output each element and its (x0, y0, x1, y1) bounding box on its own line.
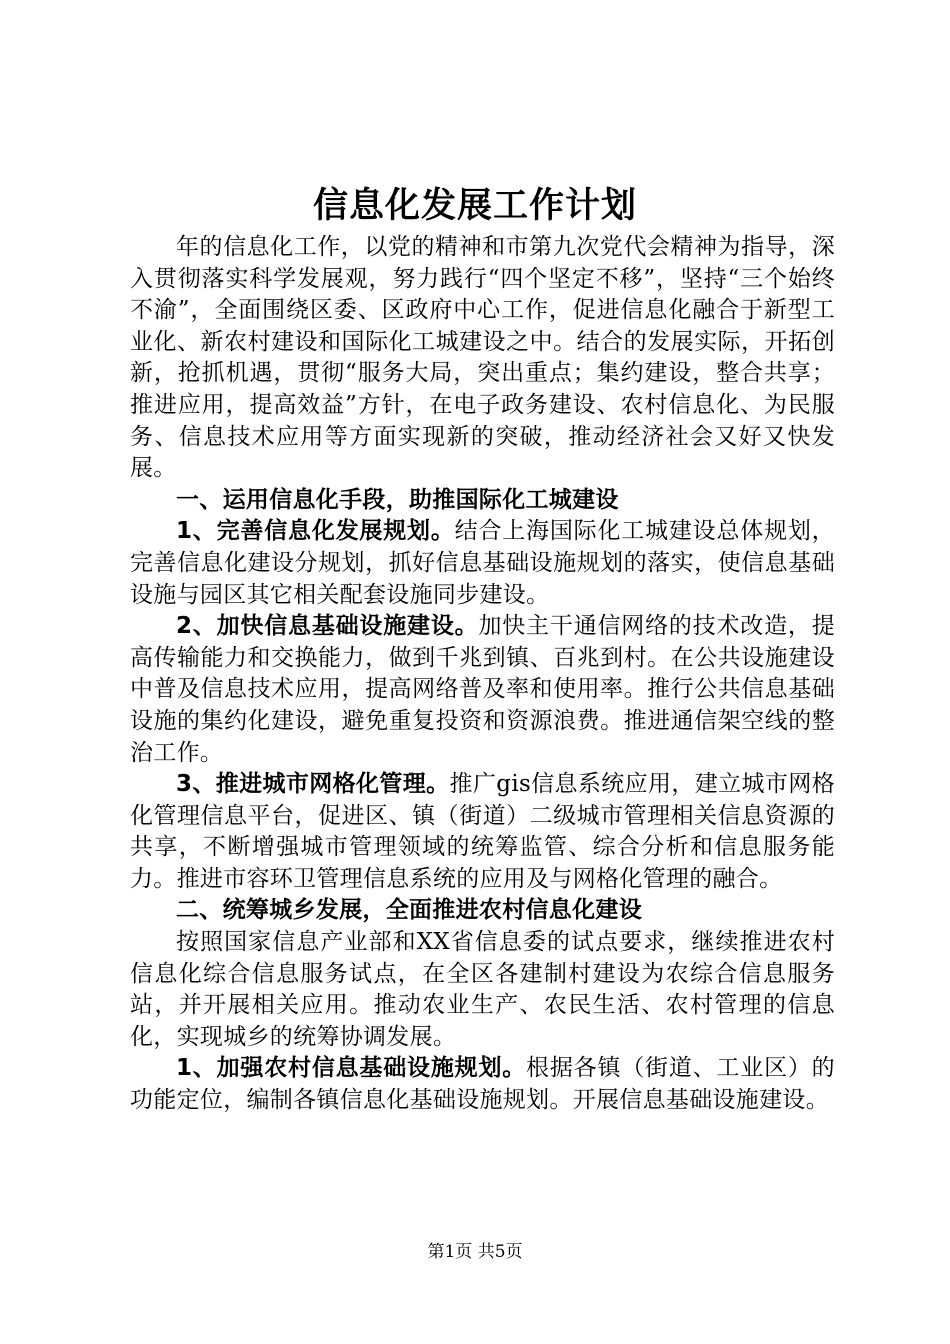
paragraph-text: 根据各镇（街道、工业区）的功能定位，编制各镇信息化基础设施规划。开展信息基础设施建设。 (130, 1055, 835, 1114)
subsection-paragraph (130, 516, 835, 611)
document-body (130, 232, 835, 1117)
paragraph-text: 按照国家信息产业部和XX省信息委的试点要求，继续推进农村信息化综合信息服务试点，在全区各建制村建设为农综合信息服务站，并开展相关应用。推动农业生产、农民生活、农村管理的信息化，实现城乡的统筹协调发展。 (130, 929, 835, 1050)
paragraph-text: 结合上海国际化工城建设总体规划，完善信息化建设分规划，抓好信息基础设施规划的落实，使信息基础设施与园区其它相关配套设施同步建设。 (130, 518, 835, 608)
subsection-lead: 1、加强农村信息基础设施规划。 (176, 1055, 527, 1082)
subsection-paragraph (130, 1053, 835, 1116)
subsection-lead: 3、推进城市网格化管理。 (176, 771, 450, 798)
subsection-paragraph (130, 611, 835, 769)
subsection-lead: 1、完善信息化发展规划。 (176, 518, 455, 545)
intro-paragraph (130, 232, 835, 485)
document-title: 信息化发展工作计划 (312, 186, 637, 226)
subsection-paragraph (130, 769, 835, 895)
section-intro-paragraph (130, 927, 835, 1053)
page-footer: 第1页 共5页 (427, 1242, 523, 1262)
paragraph-text: 加快主干通信网络的技术改造，提高传输能力和交换能力，做到千兆到镇、百兆到村。在公共设施建设中普及信息技术应用，提高网络普及率和使用率。推行公共信息基础设施的集约化建设，避免重复投资和资源浪费。推进通信架空线的整治工作。 (130, 613, 836, 766)
section-heading-1: 一、运用信息化手段，助推国际化工城建设 (176, 486, 619, 513)
section-heading-2: 二、统筹城乡发展，全面推进农村信息化建设 (176, 897, 642, 924)
paragraph-text: 推广gis信息系统应用，建立城市网格化管理信息平台，促进区、镇（街道）二级城市管理相关信息资源的共享，不断增强城市管理领域的统筹监管、综合分析和信息服务能力。推进市容环卫管理信息系统的应用及与网格化管理的融合。 (130, 771, 835, 892)
paragraph-text: 年的信息化工作，以党的精神和市第九次党代会精神为指导，深入贯彻落实科学发展观，努力践行“四个坚定不移”，坚持“三个始终不渝”，全面围绕区委、区政府中心工作，促进信息化融合于新型工业化、新农村建设和国际化工城建设之中。结合的发展实际，开拓创新，抢抓机遇，贯彻“服务大局，突出重点；集约建设，整合共享；推进应用，提高效益”方针，在电子政务建设、农村信息化、为民服务、信息技术应用等方面实现新的突破，推动经济社会又好又快发展。 (130, 234, 835, 482)
subsection-lead: 2、加快信息基础设施建设。 (176, 613, 479, 640)
